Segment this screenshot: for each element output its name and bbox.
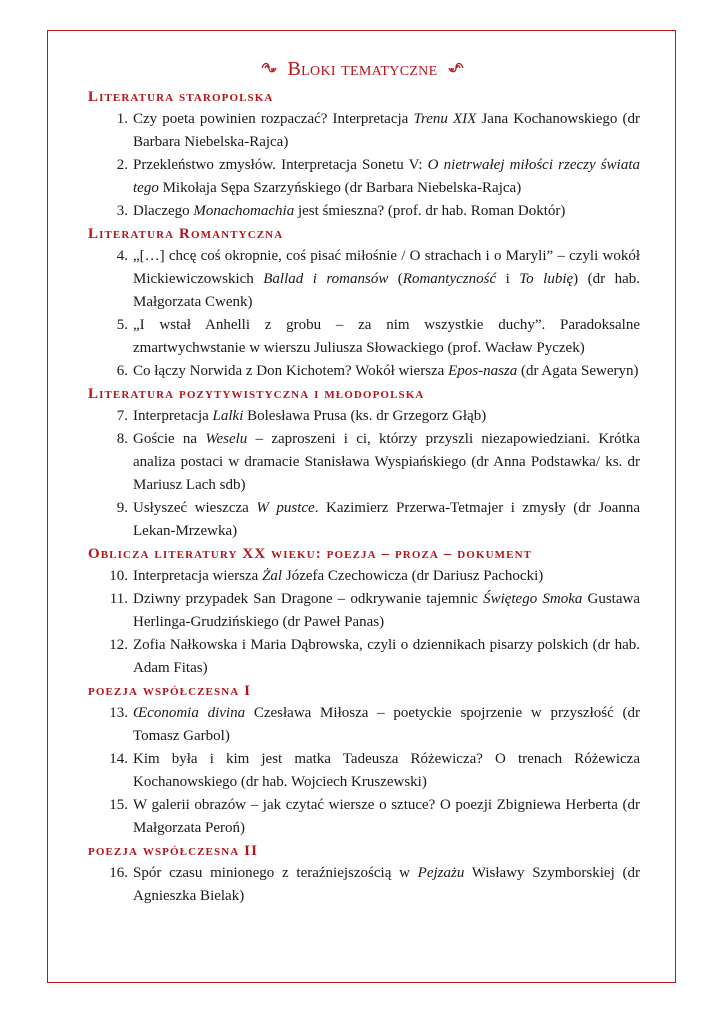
text-run: ) (dr hab. Małgorzata Cwenk) xyxy=(133,271,640,310)
work-title: W pustce xyxy=(256,500,315,516)
item-number: 2. xyxy=(116,157,128,173)
list-item xyxy=(88,794,640,840)
list-item xyxy=(88,108,640,154)
section-heading: Oblicza literatury XX wieku: poezja – proza – dokument xyxy=(88,546,533,562)
text-run: Spór czasu minionego z teraźniejszością w xyxy=(133,865,418,881)
work-title: Żal xyxy=(262,568,283,584)
item-text xyxy=(133,245,640,314)
work-title: Monachomachia xyxy=(193,203,295,219)
section-heading: poezja współczesna I xyxy=(88,683,252,699)
work-title: Trenu XIX xyxy=(413,111,477,127)
floral-ornament-left-icon xyxy=(260,61,278,80)
item-number: 10. xyxy=(109,568,128,584)
text-run: Gustawa Herlinga-Grudzińskiego (dr Paweł Panas) xyxy=(133,591,640,630)
text-run: i xyxy=(496,271,520,287)
item-text xyxy=(133,634,640,680)
item-number: 1. xyxy=(116,111,128,127)
item-text xyxy=(133,200,640,223)
work-title: Epos-nasza xyxy=(448,363,518,379)
text-run: Interpretacja wiersza xyxy=(133,568,263,584)
item-number: 4. xyxy=(116,248,128,264)
item-number: 14. xyxy=(109,751,128,767)
work-title: Lalki xyxy=(212,408,244,424)
work-title: Świętego Smoka xyxy=(483,591,583,607)
item-number: 7. xyxy=(116,408,128,424)
list-item xyxy=(88,862,640,908)
text-run: Goście na xyxy=(133,431,206,447)
list-item xyxy=(88,154,640,200)
item-number: 3. xyxy=(116,203,128,219)
section-heading: Literatura Romantyczna xyxy=(88,226,284,242)
page-title-text: Bloki tematyczne xyxy=(287,58,438,80)
item-text xyxy=(133,794,640,840)
topic-list xyxy=(88,86,640,908)
item-text xyxy=(133,497,640,543)
item-number: 15. xyxy=(109,797,128,813)
text-run: Kim była i kim jest matka Tadeusza Różewicza? O trenach Różewicza Kochanowskiego (dr hab. Wojciech Kruszewski) xyxy=(133,751,640,790)
item-number: 8. xyxy=(116,431,128,447)
item-number: 12. xyxy=(109,637,128,653)
work-title: O nietrwałej miłości rzeczy świata tego xyxy=(133,157,640,196)
item-text xyxy=(133,862,640,908)
item-number: 11. xyxy=(109,591,128,607)
section-heading: Literatura staropolska xyxy=(88,89,274,105)
text-run: Co łączy Norwida z Don Kichotem? Wokół wiersza xyxy=(133,363,449,379)
list-item xyxy=(88,702,640,748)
item-number: 13. xyxy=(109,705,128,721)
item-text xyxy=(133,428,640,497)
text-run: Usłyszeć wieszcza xyxy=(133,500,257,516)
text-run: Dlaczego xyxy=(133,203,194,219)
section-heading: poezja współczesna II xyxy=(88,843,259,859)
work-title: To lubię xyxy=(519,271,574,287)
list-item xyxy=(88,405,640,428)
text-run: (dr Agata Seweryn) xyxy=(517,363,639,379)
work-title: Weselu xyxy=(205,431,248,447)
text-run: – zaproszeni i ci, którzy przyszli niezapowiedziani. Krótka analiza postaci w dramacie Stanisława Wyspiańskiego (dr Anna Podstawka/ ks. dr Mariusz Lach sdb) xyxy=(133,431,641,493)
item-text xyxy=(133,314,640,360)
text-run: W galerii obrazów – jak czytać wiersze o sztuce? O poezji Zbigniewa Herberta (dr Małgorzata Peroń) xyxy=(133,797,640,836)
text-run: Przekleństwo zmysłów. Interpretacja Sonetu V: xyxy=(133,157,428,173)
list-item xyxy=(88,314,640,360)
section-heading: Literatura pozytywistyczna i młodopolska xyxy=(88,386,425,402)
item-text xyxy=(133,154,640,200)
list-item xyxy=(88,634,640,680)
text-run: Interpretacja xyxy=(133,408,213,424)
work-title: Œconomia divina xyxy=(133,705,246,721)
text-run: ( xyxy=(388,271,403,287)
list-item xyxy=(88,588,640,634)
item-number: 16. xyxy=(109,865,128,881)
item-text xyxy=(133,588,640,634)
item-number: 9. xyxy=(116,500,128,516)
text-run: Czesława Miłosza – poetyckie spojrzenie w przyszłość (dr Tomasz Garbol) xyxy=(133,705,641,744)
page-title xyxy=(0,58,725,81)
list-item xyxy=(88,497,640,543)
text-run: „I wstał Anhelli z grobu – za nim wszystkie duchy”. Paradoksalne zmartwychwstanie w wierszu Juliusza Słowackiego (prof. Wacław Pyczek) xyxy=(133,317,640,356)
list-item xyxy=(88,200,640,223)
item-number: 5. xyxy=(116,317,128,333)
item-text xyxy=(133,360,640,383)
work-title: Ballad i romansów xyxy=(263,271,389,287)
text-run: Czy poeta powinien rozpaczać? Interpretacja xyxy=(133,111,414,127)
item-text xyxy=(133,748,640,794)
text-run: Jana Kochanowskiego (dr Barbara Niebelska-Rajca) xyxy=(133,111,640,150)
floral-ornament-right-icon xyxy=(447,61,465,80)
text-run: Józefa Czechowicza (dr Dariusz Pachocki) xyxy=(282,568,544,584)
text-run: Dziwny przypadek San Dragone – odkrywanie tajemnic xyxy=(133,591,484,607)
text-run: . Kazimierz Przerwa-Tetmajer i zmysły (dr Joanna Lekan-Mrzewka) xyxy=(133,500,640,539)
text-run: jest śmieszna? (prof. dr hab. Roman Doktór) xyxy=(294,203,566,219)
item-text xyxy=(133,702,640,748)
work-title: Pejzażu xyxy=(417,865,465,881)
item-text xyxy=(133,405,640,428)
item-text xyxy=(133,565,640,588)
work-title: Romantyczność xyxy=(402,271,497,287)
list-item xyxy=(88,245,640,314)
list-item xyxy=(88,565,640,588)
text-run: „[…] chcę coś okropnie, coś pisać miłośnie / O strachach i o Maryli” – czyli wokół Mickiewiczowskich xyxy=(133,248,640,287)
list-item xyxy=(88,360,640,383)
text-run: Zofia Nałkowska i Maria Dąbrowska, czyli o dziennikach pisarzy polskich (dr hab. Adam Fitas) xyxy=(133,637,640,676)
list-item xyxy=(88,428,640,497)
list-item xyxy=(88,748,640,794)
item-text xyxy=(133,108,640,154)
text-run: Mikołaja Sępa Szarzyńskiego (dr Barbara Niebelska-Rajca) xyxy=(158,180,522,196)
item-number: 6. xyxy=(116,363,128,379)
text-run: Wisławy Szymborskiej (dr Agnieszka Bielak) xyxy=(133,865,640,904)
text-run: Bolesława Prusa (ks. dr Grzegorz Głąb) xyxy=(243,408,487,424)
